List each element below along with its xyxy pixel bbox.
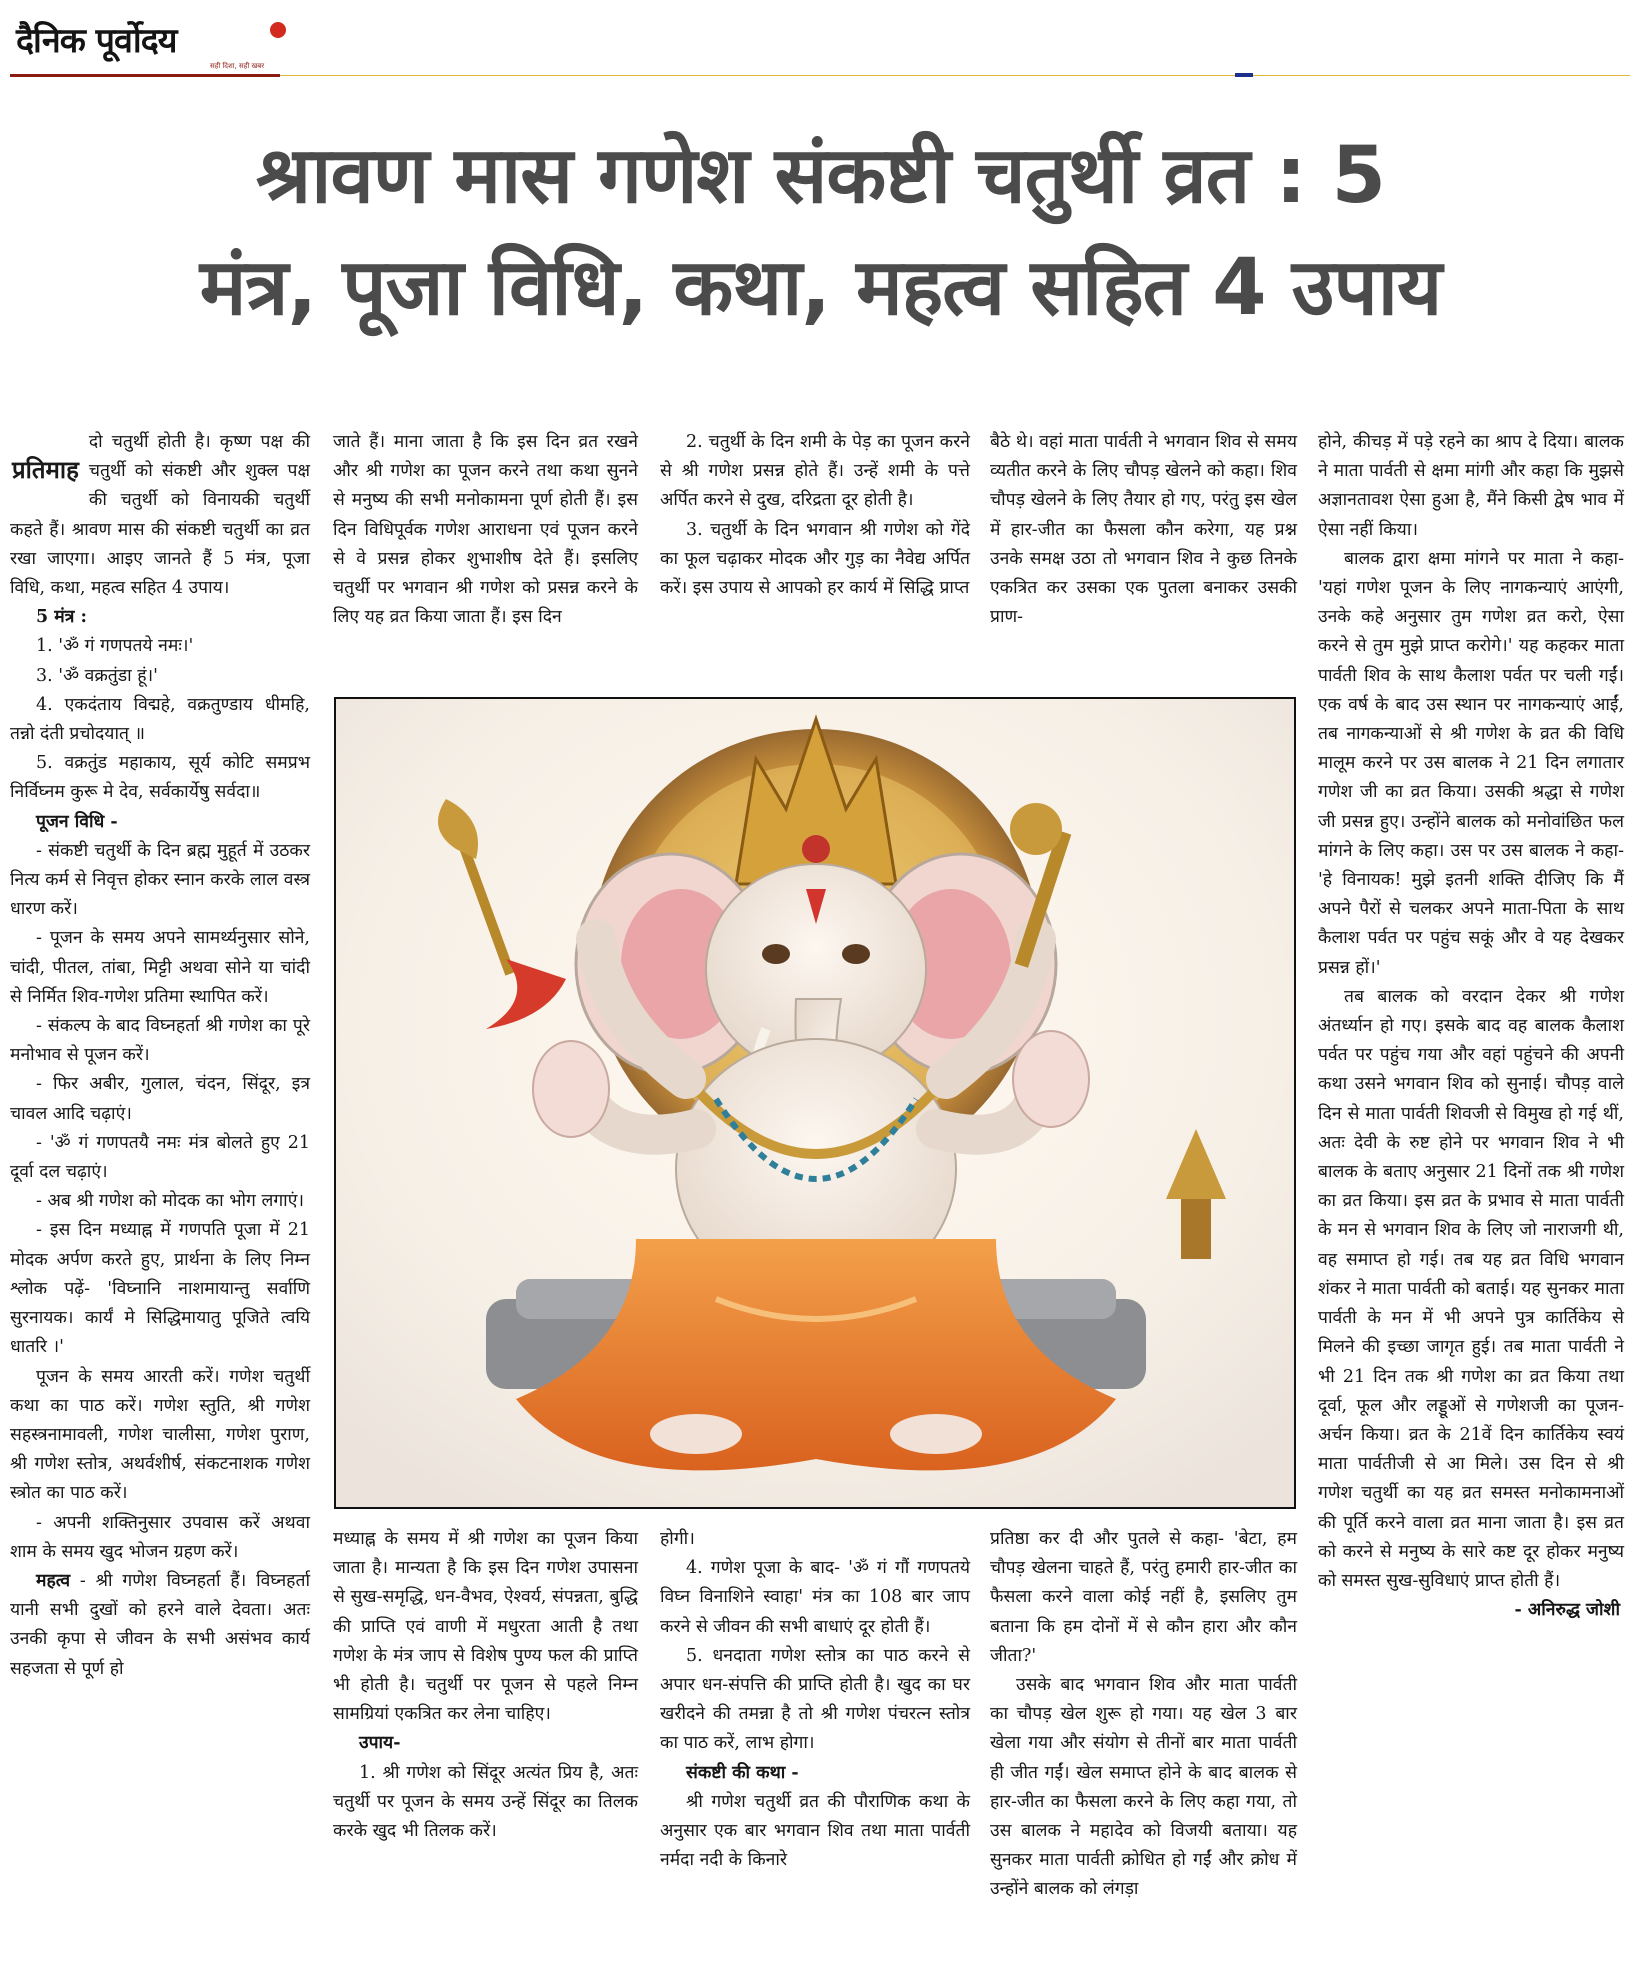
- column-4-bottom: [990, 1525, 1297, 1905]
- author-credit: - अनिरुद्ध जोशी: [1514, 1600, 1620, 1621]
- mahatva-paragraph: [10, 1567, 310, 1684]
- upay-3: 3. चतुर्थी के दिन भगवान श्री गणेश को गेंदे का फूल चढ़ाकर मोदक और गुड़ का नैवेद्य अर्पित करें। इस उपाय से आपको हर कार्य में सिद्धि प्राप्त: [660, 519, 970, 599]
- column-2-bottom: [333, 1525, 638, 1846]
- katha-paragraph-1: श्री गणेश चतुर्थी व्रत की पौराणिक कथा के अनुसार एक बार भगवान शिव तथा माता पार्वती नर्मदा नदी के किनारे: [660, 1791, 970, 1871]
- column-4-top: [990, 428, 1297, 632]
- masthead-rule-gold: [280, 75, 1630, 76]
- mahatva-text: - श्री गणेश विघ्नहर्ता हैं। विघ्नहर्ता यानी सभी दुखों को हरने वाले देवता। अतः उनकी कृपा से जीवन के सभी असंभव कार्य सहजता से पूर्ण हो: [10, 1570, 310, 1679]
- mantra-heading: 5 मंत्र :: [36, 607, 87, 628]
- masthead: [10, 10, 1640, 76]
- col4-bottom-paragraph-1: प्रतिष्ठा कर दी और पुतले से कहा- 'बेटा, हम चौपड़ खेलना चाहते हैं, परंतु हमारी हार-जीत का फैसला करने वाला कोई नहीं है, इसलिए तुम बताना कि हम दोनों में से कौन हारा और कौन जीता?': [990, 1529, 1297, 1666]
- mantra-1: 1. 'ॐ गं गणपतये नमः।': [36, 636, 194, 657]
- column-1: [10, 428, 310, 1684]
- vidhi-heading: पूजन विधि -: [36, 811, 118, 832]
- headline-line-1: श्रावण मास गणेश संकष्टी चतुर्थी व्रत : 5: [256, 131, 1385, 221]
- upay-2: 2. चतुर्थी के दिन शमी के पेड़ का पूजन करने से श्री गणेश प्रसन्न होते हैं। उन्हें शमी के पत्ते अर्पित करने से दुख, दरिद्रता दूर होती है।: [660, 432, 970, 511]
- upay-1: 1. श्री गणेश को सिंदूर अत्यंत प्रिय है, अतः चतुर्थी पर पूजन के समय उन्हें सिंदूर का तिलक करके खुद भी तिलक करें।: [333, 1762, 638, 1842]
- logo-dot-icon: [270, 22, 286, 38]
- col4-bottom-paragraph-2: उसके बाद भगवान शिव और माता पार्वती का चौपड़ खेल शुरू हो गया। यह खेल 3 बार खेला गया और संयोग से तीनों बार माता पार्वती ही जीत गईं। खेल समाप्त होने के बाद बालक से हार-जीत का फैसला करने के लिए कहा गया, तो उस बालक ने महादेव को विजयी बताया। यह सुनकर माता पार्वती क्रोधित हो गईं और क्रोध में उन्होंने बालक को लंगड़ा: [990, 1675, 1297, 1900]
- newspaper-logo[interactable]: दैनिक पूर्वोदय: [16, 21, 177, 61]
- vidhi-step-3: - संकल्प के बाद विघ्नहर्ता श्री गणेश का पूरे मनोभाव से पूजन करें।: [10, 1016, 310, 1066]
- upay-4: 4. गणेश पूजा के बाद- 'ॐ गं गौं गणपतये विघ्न विनाशिने स्वाहा' मंत्र का 108 बार जाप करने से जीवन की सभी बाधाएं दूर होती हैं।: [660, 1558, 970, 1637]
- headline-line-2: मंत्र, पूजा विधि, कथा, महत्व सहित 4 उपाय: [199, 243, 1442, 333]
- col2-top-paragraph: जाते हैं। माना जाता है कि इस दिन व्रत रखने और श्री गणेश का पूजन करने तथा कथा सुनने से मनुष्य की सभी मनोकामना पूर्ण होती हैं। इस दिन विधिपूर्वक गणेश आराधना एवं पूजन करने से वे प्रसन्न होकर शुभाशीष देते हैं। इसलिए चतुर्थी पर भगवान श्री गणेश को प्रसन्न करने के लिए यह व्रत किया जाता हैं। इस दिन: [333, 432, 638, 628]
- column-2-top: [333, 428, 638, 632]
- vidhi-step-9: - अपनी शक्तिनुसार उपवास करें अथवा शाम के समय खुद भोजन ग्रहण करें।: [10, 1512, 310, 1562]
- col5-paragraph-3: तब बालक को वरदान देकर श्री गणेश अंतर्ध्यान हो गए। इसके बाद वह बालक कैलाश पर्वत पर पहुंच गया और वहां पहुंचने की अपनी कथा उसने भगवान शिव को सुनाई। चौपड़ वाले दिन से माता पार्वती शिवजी से विमुख हो गई थीं, अतः देवी के रुष्ट होने पर भगवान शिव ने भी बालक के बताए अनुसार 21 दिनों तक श्री गणेश का व्रत किया। इस व्रत के प्रभाव से माता पार्वती के मन से भगवान शिव के लिए जो नाराजगी थी, वह समाप्त हो गई। तब यह व्रत विधि भगवान शंकर ने माता पार्वती को बताई। यह सुनकर माता पार्वती के मन में भी अपने पुत्र कार्तिकेय से मिलने की इच्छा जागृत हुई। तब माता पार्वती ने भी 21 दिन तक श्री गणेश का व्रत किया तथा दूर्वा, फूल और लड्डूओं से गणेशजी का पूजन-अर्चन किया। व्रत के 21वें दिन कार्तिकेय स्वयं माता पार्वतीजी से आ मिले। उस दिन से श्री गणेश चतुर्थी का यह व्रत समस्त मनोकामनाओं की पूर्ति करने वाला व्रत माना जाता है। इस व्रत को करने से मनुष्य के सारे कष्ट दूर होकर मनुष्य को समस्त सुख-सुविधाएं प्राप्त होती हैं।: [1318, 986, 1624, 1591]
- column-3-bottom: [660, 1525, 970, 1875]
- mantra-4: 4. एकदंताय विद्महे, वक्रतुण्डाय धीमहि, तन्नो दंती प्रचोदयात् ॥: [10, 694, 310, 745]
- intro-paragraph: दो चतुर्थी होती है। कृष्ण पक्ष की चतुर्थी को संकष्टी और शुक्ल पक्ष की चतुर्थी को विनायकी चतुर्थी कहते हैं। श्रावण मास की संकष्टी चतुर्थी का व्रत रखा जाएगा। आइए जानते हैं 5 मंत्र, पूजा विधि, कथा, महत्व सहित 4 उपाय।: [10, 432, 310, 599]
- upay-heading: उपाय-: [359, 1733, 401, 1754]
- col5-paragraph-1: होने, कीचड़ में पड़े रहने का श्राप दे दिया। बालक ने माता पार्वती से क्षमा मांगी और कहा कि मुझसे अज्ञानतावश ऐसा हुआ है, मैंने किसी द्वेष भाव में ऐसा नहीं किया।: [1318, 432, 1624, 540]
- vidhi-step-8: पूजन के समय आरती करें। गणेश चतुर्थी कथा का पाठ करें। गणेश स्तुति, श्री गणेश सहस्त्रनामावली, गणेश चालीसा, गणेश पुराण, श्री गणेश स्तोत्र, अथर्वशीर्ष, संकटनाशक गणेश स्त्रोत का पाठ करें।: [10, 1366, 310, 1504]
- ganesha-photo: [334, 697, 1296, 1509]
- col4-top-paragraph: बैठे थे। वहां माता पार्वती ने भगवान शिव से समय व्यतीत करने के लिए चौपड़ खेलने को कहा। शिव चौपड़ खेलने के लिए तैयार हो गए, परंतु इस खेल में हार-जीत का फैसला कौन करेगा, यह प्रश्न उनके समक्ष उठा तो भगवान शिव ने कुछ तिनके एकत्रित कर उसका एक पुतला बनाकर उसकी प्राण-: [990, 432, 1297, 628]
- vidhi-step-1: - संकष्टी चतुर्थी के दिन ब्रह्म मुहूर्त में उठकर नित्य कर्म से निवृत्त होकर स्नान करके लाल वस्त्र धारण करें।: [10, 840, 310, 920]
- vidhi-step-5: - 'ॐ गं गणपतयै नमः मंत्र बोलते हुए 21 दूर्वा दल चढ़ाएं।: [10, 1132, 310, 1183]
- mantra-3: 3. 'ॐ वक्रतुंडा हूं।': [36, 665, 158, 686]
- headline: [18, 120, 1623, 344]
- vidhi-step-2: - पूजन के समय अपने सामर्थ्यनुसार सोने, चांदी, पीतल, तांबा, मिट्टी अथवा सोने या चांदी से निर्मित शिव-गणेश प्रतिमा स्थापित करें।: [10, 928, 310, 1007]
- ganesha-illustration: [336, 699, 1294, 1507]
- column-3-top: [660, 428, 970, 603]
- upay-5: 5. धनदाता गणेश स्तोत्र का पाठ करने से अपार धन-संपत्ति की प्राप्ति होती है। खुद का घर खरीदने की तमन्ना है तो श्री गणेश पंचरत्न स्तोत्र का पाठ करें, लाभ होगा।: [660, 1645, 970, 1754]
- vidhi-step-4: - फिर अबीर, गुलाल, चंदन, सिंदूर, इत्र चावल आदि चढ़ाएं।: [10, 1074, 310, 1124]
- mahatva-label: महत्व: [36, 1570, 71, 1591]
- column-5: [1318, 428, 1624, 1625]
- masthead-rule-blue: [1235, 73, 1253, 77]
- mantra-5: 5. वक्रतुंड महाकाय, सूर्य कोटि समप्रभ निर्विघ्नम कुरू मे देव, सर्वकार्येषु सर्वदा॥: [10, 753, 310, 803]
- byline: प्रतिमाह: [12, 456, 79, 484]
- tagline: सही दिशा, सही खबर: [210, 62, 265, 70]
- vidhi-step-6: - अब श्री गणेश को मोदक का भोग लगाएं।: [36, 1191, 305, 1212]
- vidhi-step-7: - इस दिन मध्याह्न में गणपति पूजा में 21 मोदक अर्पण करते हुए, प्रार्थना के लिए निम्न श्लोक पढ़ें- 'विघ्नानि नाशमायान्तु सर्वाणि सुरनायक। कार्यं मे सिद्धिमायातु पूजिते त्वयि धातरि ।': [10, 1220, 310, 1358]
- katha-heading: संकष्टी की कथा -: [686, 1762, 799, 1783]
- col3-bottom-lead: होगी।: [660, 1529, 695, 1549]
- col5-paragraph-2: बालक द्वारा क्षमा मांगने पर माता ने कहा- 'यहां गणेश पूजन के लिए नागकन्याएं आएंगी, उनके कहे अनुसार तुम गणेश व्रत करो, ऐसा करने से तुम मुझे प्राप्त करोगे।' यह कहकर माता पार्वती शिव के साथ कैलाश पर्वत पर चली गईं। एक वर्ष के बाद उस स्थान पर नागकन्याएं आईं, तब नागकन्याओं से श्री गणेश के व्रत की विधि मालूम करने पर उस बालक ने 21 दिन लगातार गणेश जी का व्रत किया। उसकी श्रद्धा से गणेश जी प्रसन्न हुए। उन्होंने बालक को मनोवांछित फल मांगने के लिए कहा। उस पर उस बालक ने कहा- 'हे विनायक! मुझे इतनी शक्ति दीजिए कि मैं अपने पैरों से चलकर अपने माता-पिता के साथ कैलाश पर्वत पर पहुंच सकूं और वे यह देखकर प्रसन्न हों।': [1318, 548, 1624, 978]
- col2-bottom-paragraph: मध्याह्न के समय में श्री गणेश का पूजन किया जाता है। मान्यता है कि इस दिन गणेश उपासना से सुख-समृद्धि, धन-वैभव, ऐश्वर्य, संपन्नता, बुद्धि की प्राप्ति एवं वाणी में मधुरता आती है तथा गणेश के मंत्र जाप से विशेष पुण्य फल की प्राप्ति भी होती है। चतुर्थी पर पूजन से पहले निम्न सामग्रियां एकत्रित कर लेना चाहिए।: [333, 1529, 638, 1725]
- masthead-rule-red: [10, 74, 280, 77]
